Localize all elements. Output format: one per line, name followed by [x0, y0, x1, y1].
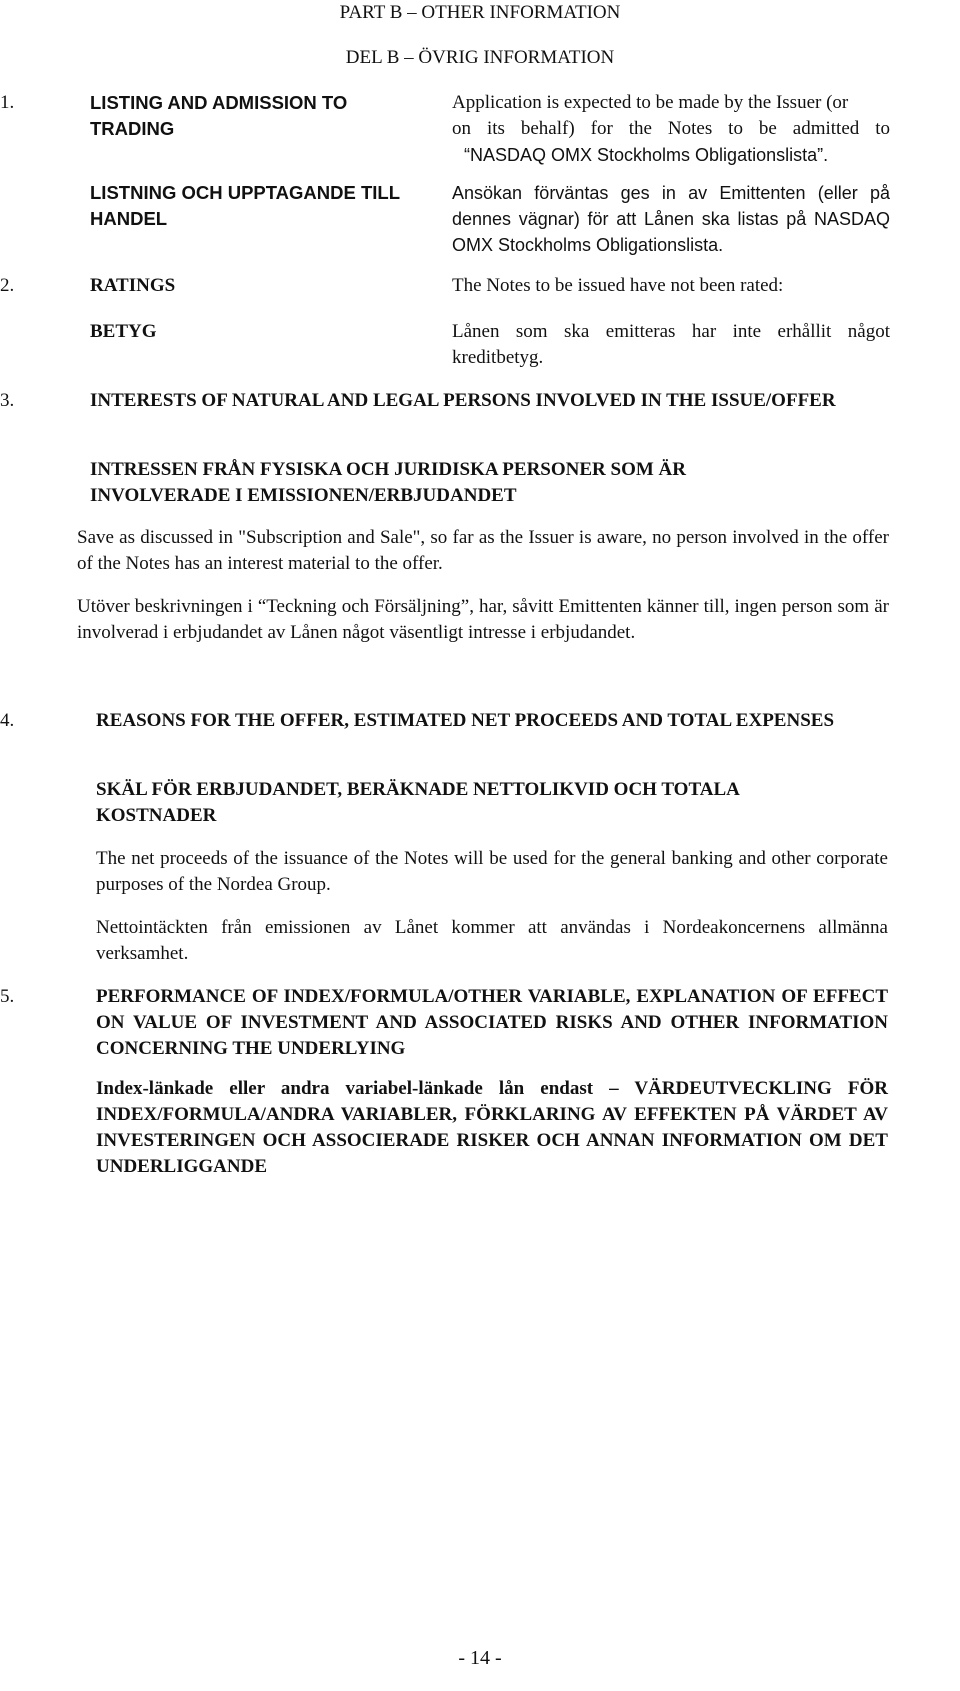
section-3-heading-en: INTERESTS OF NATURAL AND LEGAL PERSONS INVOLVED IN THE ISSUE/OFFER	[90, 390, 836, 411]
section-3-number: 3.	[0, 390, 15, 411]
section-3-heading-sv: INTRESSEN FRÅN FYSISKA OCH JURIDISKA PERSONER SOM ÄR INVOLVERADE I EMISSIONEN/ERBJUDANDET	[90, 459, 686, 506]
section-2-heading-en: RATINGS	[90, 275, 176, 296]
section-5-number: 5.	[0, 986, 15, 1007]
section-2-number: 2.	[0, 275, 15, 296]
section-1-text-sv: Ansökan förväntas ges in av Emittenten (eller på dennes vägnar) för att Lånen ska listas på NASDAQ OMX Stockholms Obligationslista.	[452, 183, 890, 255]
section-5-heading-en: PERFORMANCE OF INDEX/FORMULA/OTHER VARIABLE, EXPLANATION OF EFFECT ON VALUE OF INVESTMENT AND ASSOCIATED RISKS AND OTHER INFORMATION CONCERNING THE UNDERLYING	[96, 986, 888, 1059]
section-4-heading-en: REASONS FOR THE OFFER, ESTIMATED NET PROCEEDS AND TOTAL EXPENSES	[96, 710, 835, 731]
section-4-number: 4.	[0, 710, 15, 731]
part-title-sv: DEL B – ÖVRIG INFORMATION	[345, 47, 615, 68]
section-1-text-en	[452, 90, 890, 168]
section-4-text-en: The net proceeds of the issuance of the Notes will be used for the general banking and other corporate purposes of the Nordea Group.	[96, 848, 888, 895]
section-2-text-en: The Notes to be issued have not been rated:	[452, 275, 784, 296]
section-3-text-en: Save as discussed in "Subscription and Sale", so far as the Issuer is aware, no person involved in the offer of the Notes has an interest material to the offer.	[77, 527, 889, 574]
section-1-heading-sv: LISTNING OCH UPPTAGANDE TILL HANDEL	[90, 182, 400, 229]
section-1-number: 1.	[0, 92, 15, 113]
page-number: - 14 -	[458, 1647, 502, 1669]
part-title-en: PART B – OTHER INFORMATION	[339, 2, 621, 23]
section-5-heading-sv: Index-länkade eller andra variabel-länkade lån endast – VÄRDEUTVECKLING FÖR INDEX/FORMULA/ANDRA VARIABLER, FÖRKLARING AV EFFEKTEN PÅ VÄRDET AV INVESTERINGEN OCH ASSOCIERADE RISKER OCH ANNAN INFORMATION OM DET UNDERLIGGANDE	[96, 1078, 888, 1177]
section-1-heading-en: LISTING AND ADMISSION TO TRADING	[90, 92, 348, 139]
section-3-text-sv: Utöver beskrivningen i “Teckning och Försäljning”, har, såvitt Emittenten känner till, ingen person som är involverad i erbjudandet av Lånen något väsentligt intresse i erbjudandet.	[77, 596, 889, 643]
section-1-text-en-line: “NASDAQ OMX Stockholms Obligationslista”.	[464, 145, 829, 165]
section-1-text-en-line: on its behalf) for the Notes to be admitted to	[452, 118, 890, 139]
section-4-text-sv: Nettointäckten från emissionen av Lånet kommer att användas i Nordeakoncernens allmänna verksamhet.	[96, 917, 888, 964]
section-2-heading-sv: BETYG	[90, 321, 157, 342]
section-4-heading-sv: SKÄL FÖR ERBJUDANDET, BERÄKNADE NETTOLIKVID OCH TOTALA KOSTNADER	[96, 779, 739, 826]
section-2-text-sv: Lånen som ska emitteras har inte erhållit något kreditbetyg.	[452, 321, 890, 368]
section-1-text-en-line: Application is expected to be made by the Issuer (or	[452, 92, 849, 113]
